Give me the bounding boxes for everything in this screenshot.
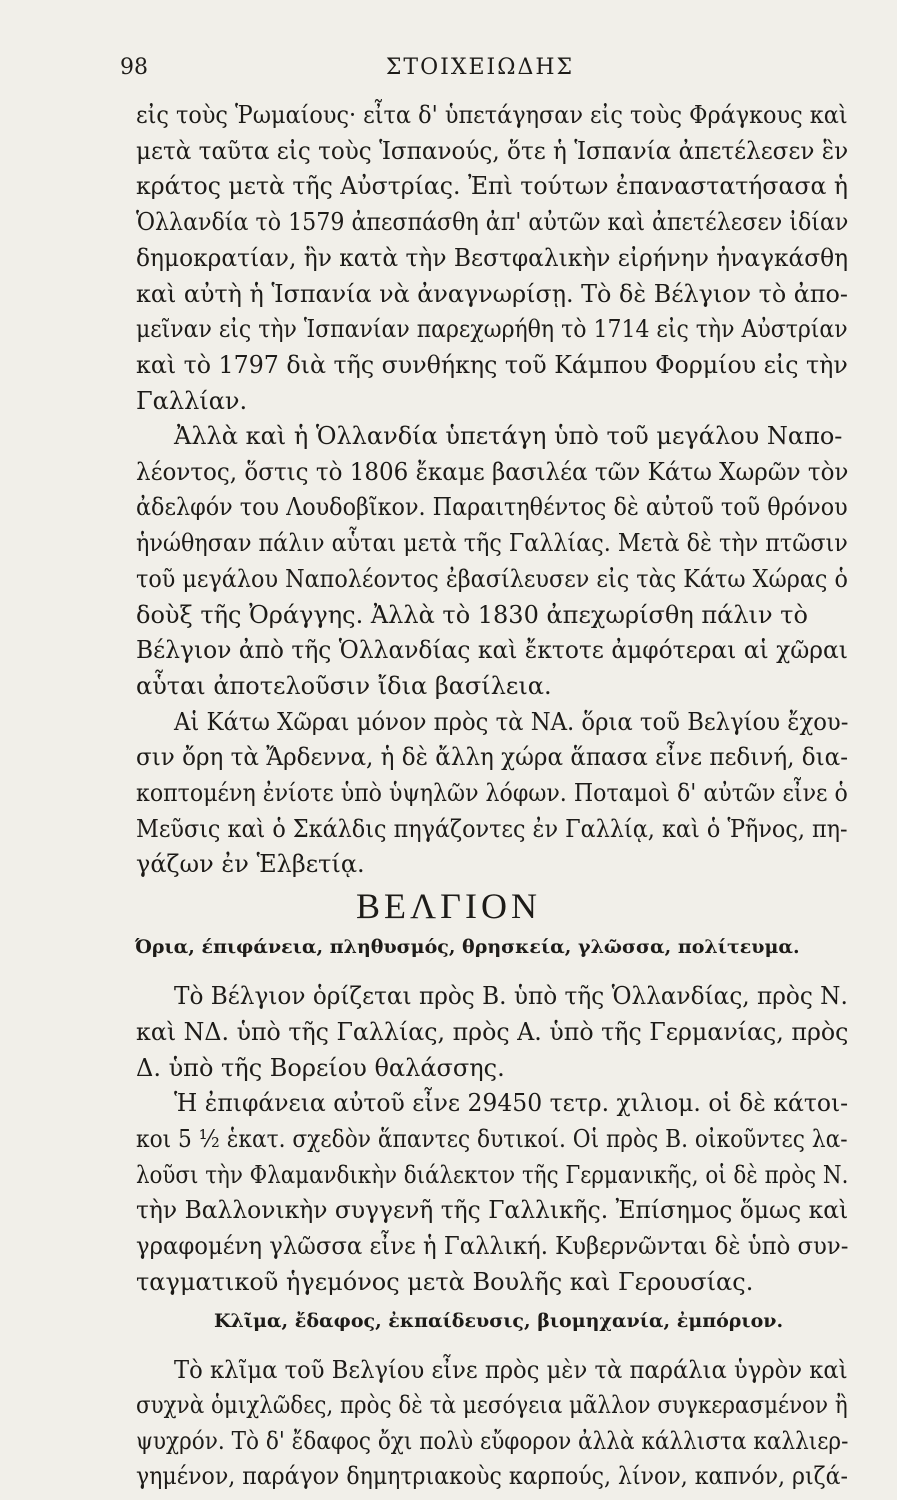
text-line: ψυχρόν. Τὸ δ' ἔδαφος ὄχι πολὺ εὔφορον ἀλλὰ κάλλιστα καλλιερ- bbox=[136, 1427, 849, 1455]
text-line: τοῦ μεγάλου Ναπολέοντος ἐβασίλευσεν εἰς τὰς Κάτω Χώρας ὁ bbox=[136, 565, 848, 593]
text-line: μεῖναν εἰς τὴν Ἱσπανίαν παρεχωρήθη τὸ 1714 εἰς τὴν Αὐστρίαν bbox=[136, 315, 848, 343]
text-line: Βέλγιον ἀπὸ τῆς Ὁλλανδίας καὶ ἔκτοτε ἀμφότεραι αἱ χῶραι bbox=[136, 636, 848, 664]
text-line: γημένον, παράγον δημητριακοὺς καρπούς, λίνον, καπνόν, ριζά- bbox=[136, 1462, 848, 1490]
text-line: λέοντος, ὅστις τὸ 1806 ἔκαμε βασιλέα τῶν Κάτω Χωρῶν τὸν bbox=[136, 458, 849, 486]
text-line: γάζων ἐν Ἑλβετίᾳ. bbox=[136, 850, 365, 878]
text-line: κοπτομένη ἐνίοτε ὑπὸ ὑψηλῶν λόφων. Ποταμοὶ δ' αὐτῶν εἶνε ὁ bbox=[136, 779, 848, 807]
text-line: ἡνώθησαν πάλιν αὗται μετὰ τῆς Γαλλίας. Μετὰ δὲ τὴν πτῶσιν bbox=[136, 529, 848, 557]
subheading: Κλῖμα, ἔδαφος, ἐκπαίδευσις, βιομηχανία, ἐμπόριον. bbox=[214, 1310, 784, 1332]
section-title: ΒΕΛΓΙΟΝ bbox=[356, 886, 541, 926]
text-line: Ἡ ἐπιφάνεια αὐτοῦ εἶνε 29450 τετρ. χιλιομ. οἱ δὲ κάτοι- bbox=[174, 1089, 849, 1117]
text-line: κοι 5 ½ ἑκατ. σχεδὸν ἅπαντες δυτικοί. Οἱ πρὸς Β. οἰκοῦντες λα- bbox=[136, 1125, 848, 1153]
text-line: καὶ αὐτὴ ἡ Ἱσπανία νὰ ἀναγνωρίσῃ. Τὸ δὲ Βέλγιον τὸ ἀπο- bbox=[136, 280, 848, 308]
page-number: 98 bbox=[120, 55, 148, 80]
text-line: Ἀλλὰ καὶ ἡ Ὁλλανδία ὑπετάγη ὑπὸ τοῦ μεγάλου Ναπο- bbox=[174, 422, 843, 450]
text-line: Δ. ὑπὸ τῆς Βορείου θαλάσσης. bbox=[136, 1054, 505, 1082]
text-line: καὶ ΝΔ. ὑπὸ τῆς Γαλλίας, πρὸς Α. ὑπὸ τῆς Γερμανίας, πρὸς bbox=[136, 1018, 849, 1046]
text-line: Γαλλίαν. bbox=[136, 387, 248, 415]
page-header bbox=[120, 55, 840, 95]
text-line: μετὰ ταῦτα εἰς τοὺς Ἱσπανούς, ὅτε ἡ Ἱσπανία ἀπετέλεσεν ἓν bbox=[136, 137, 849, 165]
text-line: αὗται ἀποτελοῦσιν ἴδια βασίλεια. bbox=[136, 672, 552, 700]
text-line: Αἱ Κάτω Χῶραι μόνον πρὸς τὰ ΝΑ. ὅρια τοῦ Βελγίου ἔχου- bbox=[174, 708, 849, 736]
text-line: εἰς τοὺς Ῥωμαίους· εἶτα δ' ὑπετάγησαν εἰς τοὺς Φράγκους καὶ bbox=[136, 101, 848, 129]
text-line: ἀδελφόν του Λουδοβῖκον. Παραιτηθέντος δὲ αὐτοῦ τοῦ θρόνου bbox=[136, 493, 848, 521]
text-line: καὶ τὸ 1797 διὰ τῆς συνθήκης τοῦ Κάμπου Φορμίου εἰς τὴν bbox=[136, 351, 848, 379]
text-line: Μεῦσις καὶ ὁ Σκάλδις πηγάζοντες ἐν Γαλλίᾳ, καὶ ὁ Ῥῆνος, πη- bbox=[136, 815, 848, 843]
text-line: σιν ὄρη τὰ Ἄρδεννα, ἡ δὲ ἄλλη χώρα ἅπασα εἶνε πεδινή, δια- bbox=[136, 743, 849, 771]
text-line: κράτος μετὰ τῆς Αὐστρίας. Ἐπὶ τούτων ἐπαναστατήσασα ἡ bbox=[136, 172, 849, 200]
text-line: γραφομένη γλῶσσα εἶνε ἡ Γαλλική. Κυβερνῶνται δὲ ὑπὸ συν- bbox=[136, 1232, 849, 1260]
text-line: συχνὰ ὁμιχλῶδες, πρὸς δὲ τὰ μεσόγεια μᾶλλον συγκερασμένον ἢ bbox=[136, 1391, 848, 1419]
text-line: λοῦσι τὴν Φλαμανδικὴν διάλεκτον τῆς Γερμανικῆς, οἱ δὲ πρὸς Ν. bbox=[136, 1161, 849, 1189]
text-line: Τὸ Βέλγιον ὁρίζεται πρὸς Β. ὑπὸ τῆς Ὁλλανδίας, πρὸς Ν. bbox=[174, 982, 848, 1010]
text-line: ταγματικοῦ ἡγεμόνος μετὰ Βουλῆς καὶ Γερουσίας. bbox=[136, 1268, 754, 1296]
text-line: Ὁλλανδία τὸ 1579 ἀπεσπάσθη ἀπ' αὐτῶν καὶ ἀπετέλεσεν ἰδίαν bbox=[136, 208, 849, 236]
text-line: τὴν Βαλλονικὴν συγγενῆ τῆς Γαλλικῆς. Ἐπίσημος ὅμως καὶ bbox=[136, 1196, 849, 1224]
subheading: Όρια, έπιφάνεια, πληθυσμός, θρησκεία, γλῶσσα, πολίτευμα. bbox=[135, 936, 800, 958]
running-head: ΣΤΟΙΧΕΙΩΔΗΣ bbox=[385, 55, 575, 80]
text-line: δημοκρατίαν, ἣν κατὰ τὴν Βεστφαλικὴν εἰρήνην ἠναγκάσθη bbox=[136, 244, 849, 272]
text-line: δοὺξ τῆς Ὀράγγης. Ἀλλὰ τὸ 1830 ἀπεχωρίσθη πάλιν τὸ bbox=[136, 601, 808, 629]
text-line: Τὸ κλῖμα τοῦ Βελγίου εἶνε πρὸς μὲν τὰ παράλια ὑγρὸν καὶ bbox=[174, 1356, 848, 1384]
